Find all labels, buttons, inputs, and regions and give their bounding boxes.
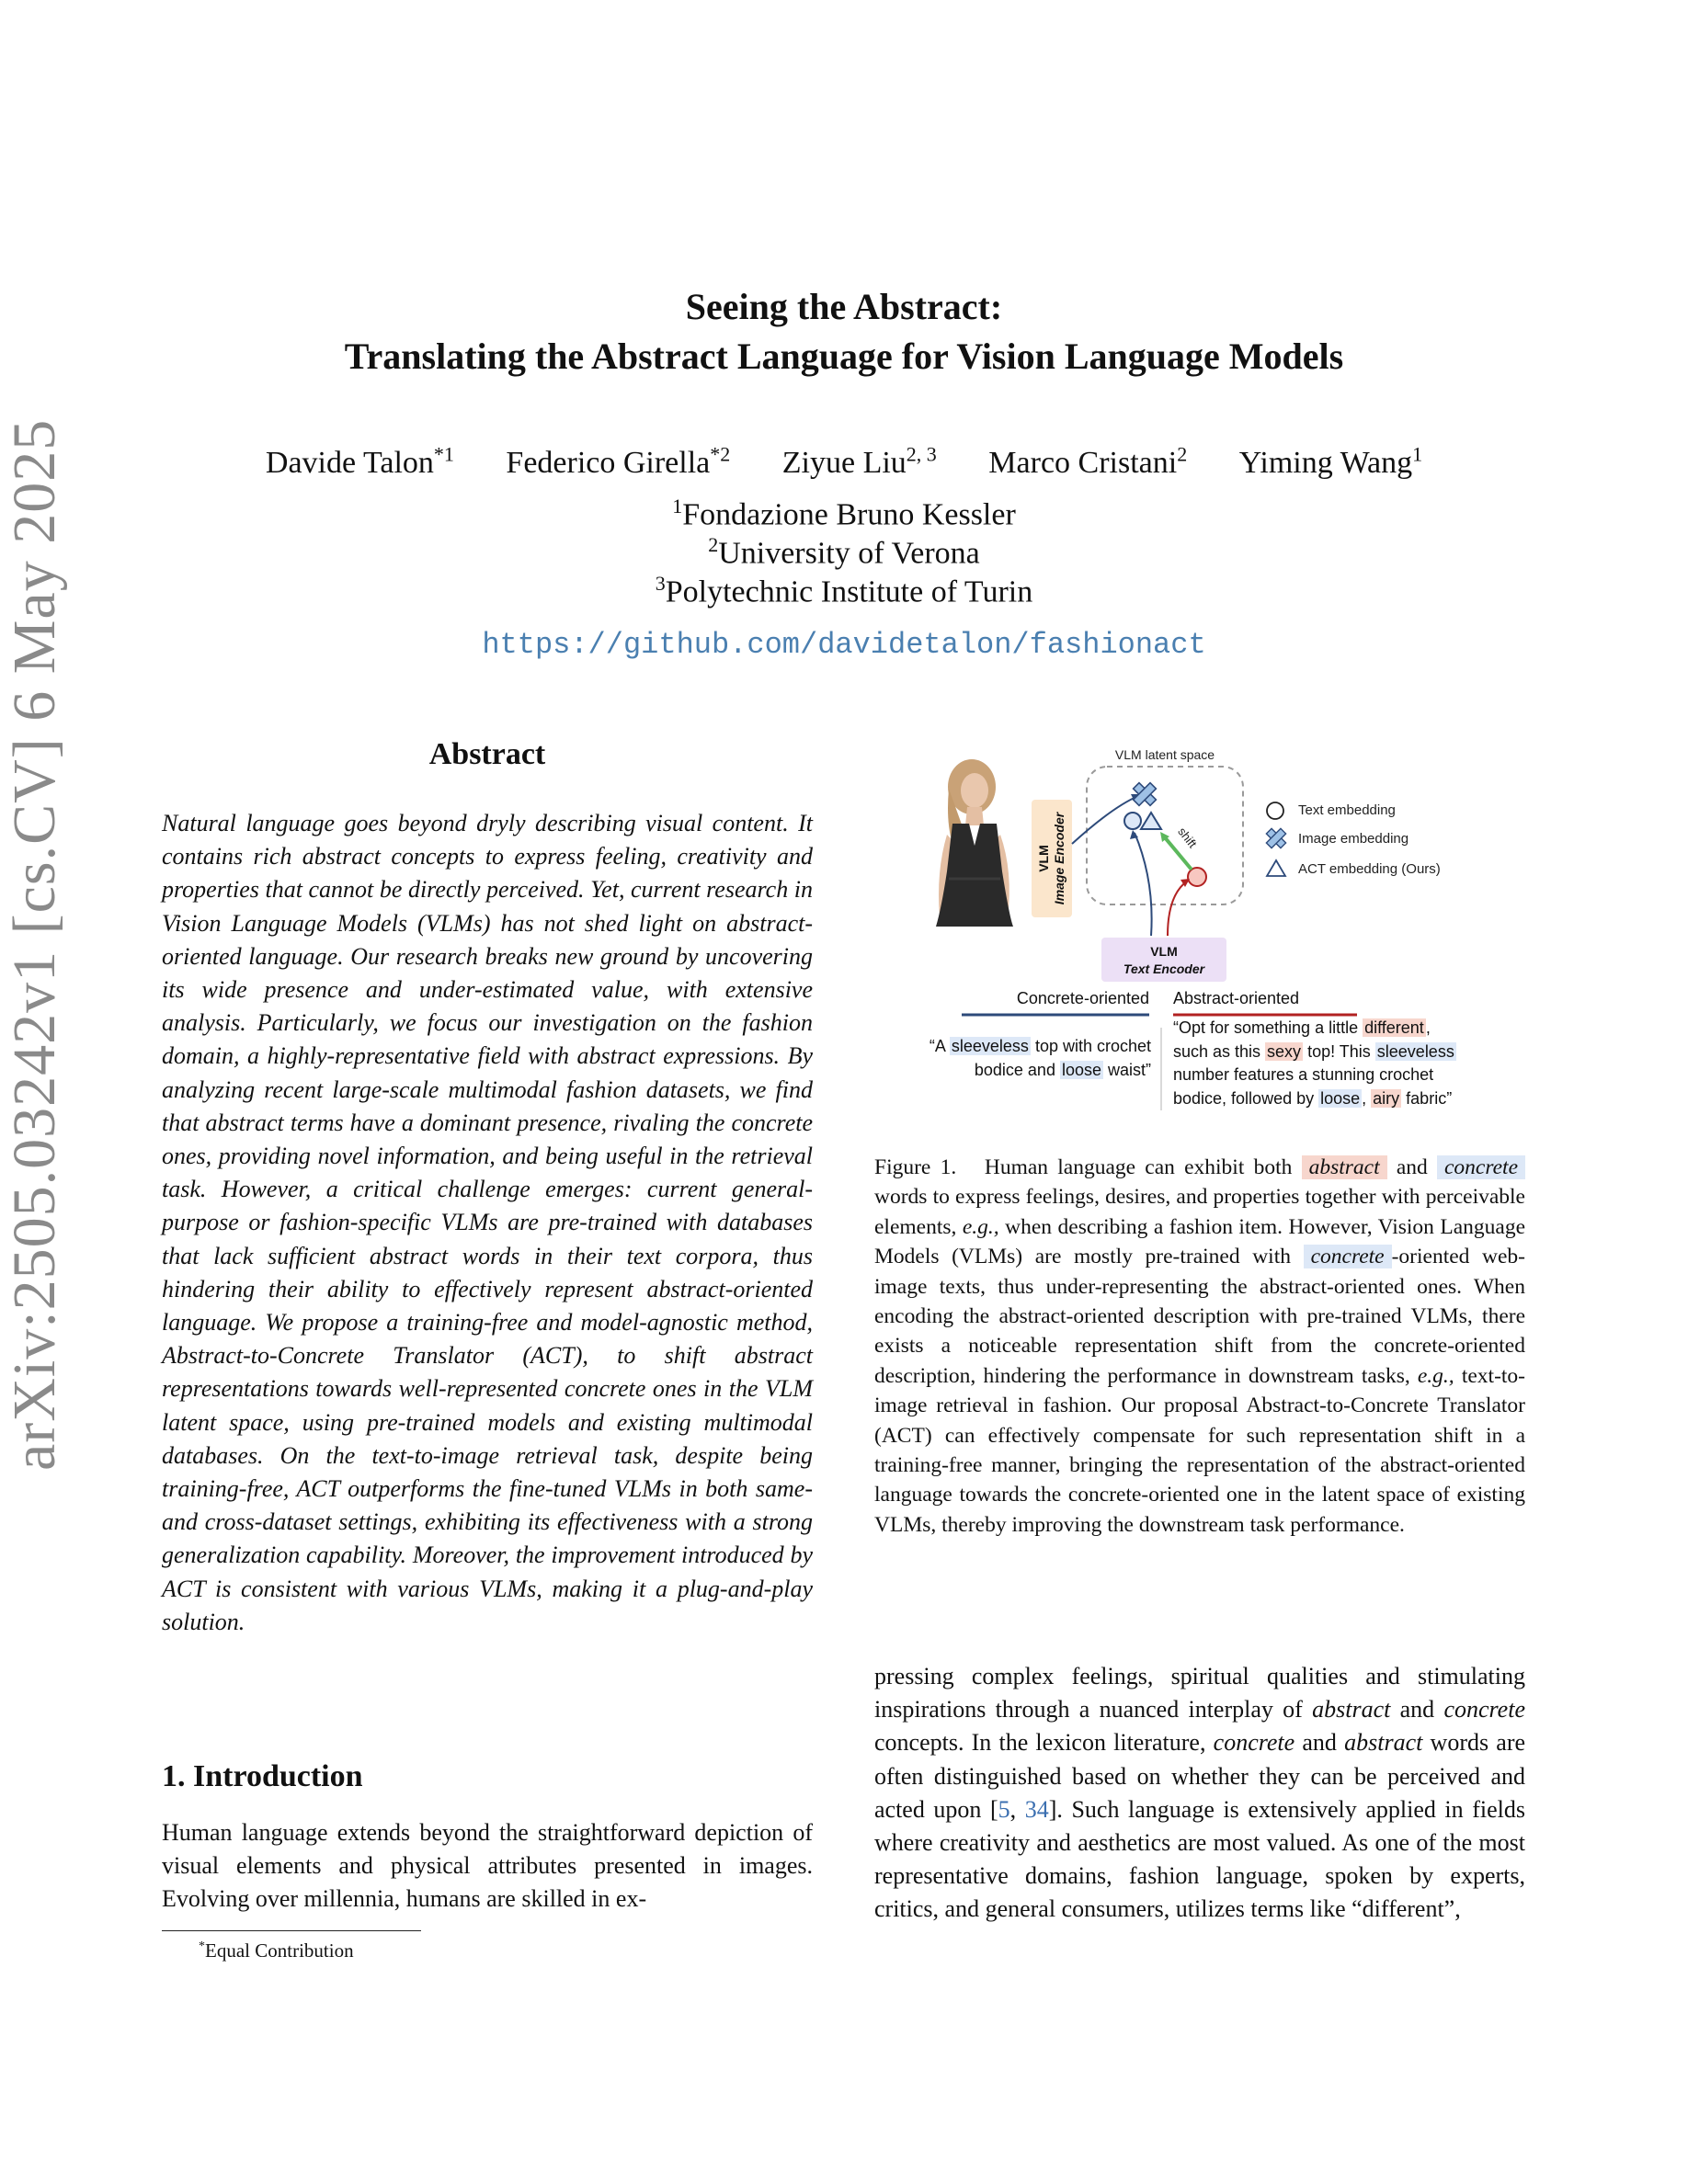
author-5: Yiming Wang$^1$: [1238, 443, 1423, 481]
introduction-heading: 1. Introduction: [162, 1759, 363, 1793]
shift-label: shift: [1175, 825, 1200, 851]
image-encoder-label-1: VLM: [1036, 845, 1051, 872]
text-encoder-label-1: VLM: [1150, 944, 1178, 959]
citation-link-5[interactable]: 5: [998, 1795, 1010, 1823]
concrete-text-embedding-circle-icon: [1124, 813, 1141, 829]
abstract-text: Natural language goes beyond dryly describing visual content. It contains rich abstract concepts to express feeling, creativity and properties that cannot be directly perceived. Yet, current research in Vision Language Models (VLMs) has not shed light on abstract-oriented language. Our research breaks new ground by uncovering its wide presence and under-estimated value, with extensive analysis. Particularly, we focus our investigation on the fashion domain, a highly-representative field with abstract expressions. By analyzing recent large-scale multimodal fashion datasets, we find that abstract terms have a dominant presence, rivaling the concrete ones, providing novel information, and being useful in the retrieval task. However, a critical challenge emerges: current general-purpose or fashion-specific VLMs are pre-trained with databases that lack sufficient abstract words in their text corpora, thus hindering their ability to effectively represent abstract-oriented language. We propose a training-free and model-agnostic method, Abstract-to-Concrete Translator (ACT), to shift abstract representations towards well-represented concrete ones in the VLM latent space, using pre-trained models and existing multimodal databases. On the text-to-image retrieval task, despite being training-free, ACT outperforms the fine-tuned VLMs in both same- and cross-dataset settings, exhibiting its effectiveness with a strong generalization capability. Moreover, the improvement introduced by ACT is consistent with various VLMs, making it a plug-and-play solution.: [162, 810, 813, 1635]
repository-link[interactable]: https://github.com/davidetalon/fashionact: [482, 628, 1206, 662]
figure-caption: [874, 1153, 1525, 1540]
arxiv-id-text: arXiv:2505.03242v1 [cs.CV] 6 May 2025: [1, 418, 68, 1471]
author-1: Davide Talon$^{*1}$: [265, 443, 454, 481]
arxiv-stamp: [0, 418, 68, 1526]
affiliation-2: $^2$University of Verona: [708, 533, 980, 571]
author-2: Federico Girella$^{*2}$: [506, 443, 731, 481]
introduction-right-text: pressing complex feelings, spiritual qualities and stimulating inspirations through a nuanced interplay of abstract and concrete concepts. In the lexicon literature, concrete and abstract words are often distinguished based on whether they can be perceived and acted upon [5, 34]. Such language is extensively applied in fields where creativity and aesthetics are most valued. As one of the most representative domains, fashion language, spoken by experts, critics, and general consumers, utilizes terms like “different”,: [874, 1663, 1526, 1923]
legend-text-embedding: Text embedding: [1298, 802, 1396, 818]
legend-image-embedding: Image embedding: [1298, 831, 1409, 847]
legend-cross-icon: [1261, 824, 1290, 852]
abstract-oriented-label: Abstract-oriented: [1173, 989, 1300, 1007]
affiliation-1: $^1$Fondazione Bruno Kessler: [672, 495, 1016, 532]
fashion-photo: [936, 759, 1013, 927]
author-4: Marco Cristani$^2$: [988, 443, 1188, 481]
footnote: *Equal Contribution: [199, 1939, 354, 1962]
image-encoder-label-2: Image Encoder: [1052, 812, 1066, 905]
concrete-text-arrow: [1135, 833, 1152, 936]
introduction-left-text: Human language extends beyond the straightforward depiction of visual elements and physical attributes presented in images. Evolving over millennia, humans are skilled in ex-: [162, 1819, 813, 1913]
affiliation-3: $^3$Polytechnic Institute of Turin: [655, 572, 1033, 609]
abstract-text-arrow: [1168, 881, 1188, 936]
act-embedding-triangle-icon: [1141, 813, 1161, 829]
introduction-right-column: [874, 1660, 1525, 1927]
abstract-heading: Abstract: [428, 737, 546, 771]
caption-concrete-highlight-2: concrete: [1304, 1245, 1392, 1268]
latent-space-label: VLM latent space: [1114, 747, 1215, 762]
footnote-rule: [162, 1930, 421, 1931]
introduction-left-column: [162, 1816, 813, 1917]
caption-concrete-highlight: concrete: [1437, 1155, 1525, 1179]
figure-caption-text: Figure 1. Human language can exhibit both abstract and concrete words to express feelings, desires, and properties together with perceivable elements, e.g., when describing a fashion item. However, Vision Language Models (VLMs) are mostly pre-trained with concrete -oriented web-image texts, thus under-representing the abstract-oriented ones. When encoding the abstract-oriented description with pre-trained VLMs, there exists a noticeable representation shift from the concrete-oriented description, hindering the performance in downstream tasks, e.g., text-to-image retrieval in fashion. Our proposal Abstract-to-Concrete Translator (ACT) can effectively compensate for such representation shift in a training-free manner, bringing the representation of the abstract-oriented language towards the concrete-oriented one in the latent space of existing VLMs, thereby improving the downstream task performance.: [874, 1155, 1526, 1537]
abstract-quote: “Opt for something a little different , such as this sexy top! This sleeveless number features a stunning crochet bodice, followed by loose , airy fabric”: [1173, 1018, 1454, 1108]
concrete-quote: “A sleeveless top with crochet bodice and loose waist”: [929, 1037, 1151, 1079]
paper-title-line-2: Translating the Abstract Language for Vision Language Models: [344, 336, 1344, 377]
abstract-body: [162, 807, 813, 1639]
abstract-text-embedding-circle-icon: [1188, 868, 1206, 886]
author-3: Ziyue Liu$^{2, 3}$: [781, 443, 937, 481]
paper-title-line-1: Seeing the Abstract:: [685, 286, 1003, 327]
author-list: [0, 443, 1688, 481]
citation-link-34[interactable]: 34: [1024, 1795, 1049, 1823]
caption-abstract-highlight: abstract: [1302, 1155, 1387, 1179]
concrete-oriented-label: Concrete-oriented: [1016, 989, 1149, 1007]
legend-act-embedding: ACT embedding (Ours): [1298, 861, 1441, 877]
text-encoder-label-2: Text Encoder: [1123, 961, 1205, 976]
figure-1: [892, 743, 1535, 1120]
legend-triangle-icon: [1267, 860, 1285, 876]
legend-circle-icon: [1267, 802, 1283, 819]
